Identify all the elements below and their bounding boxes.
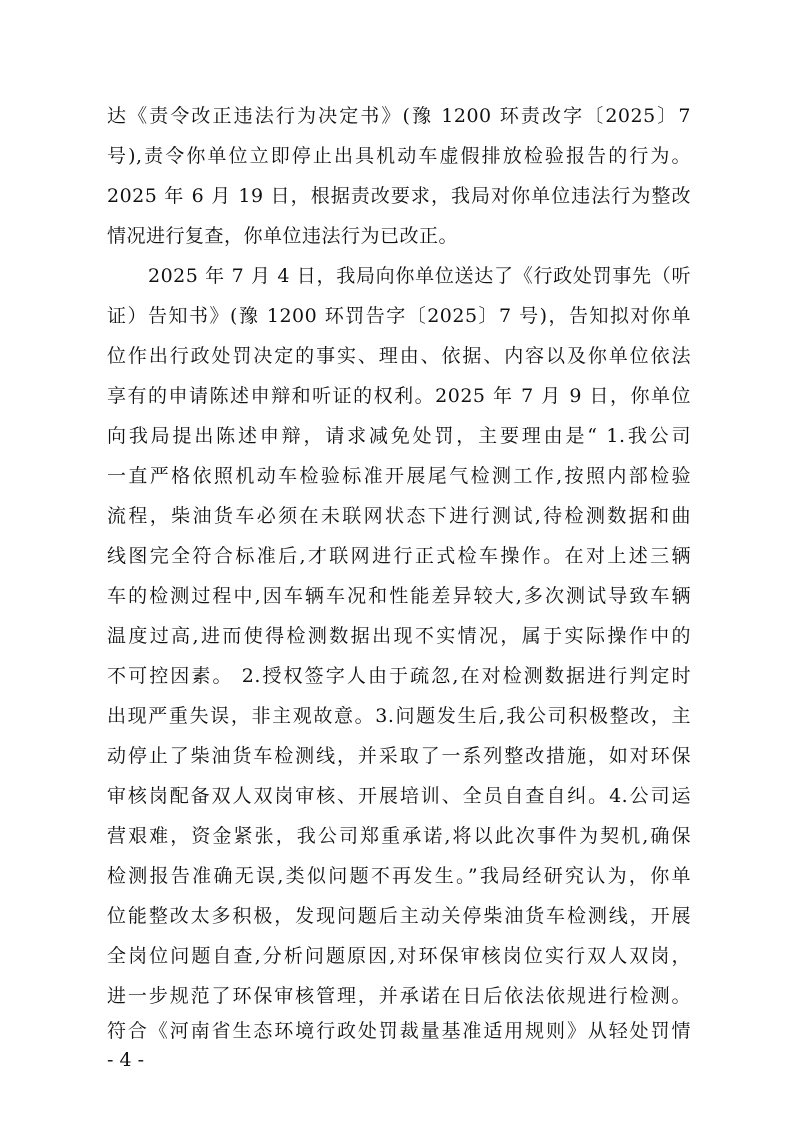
paragraph-first-line: 2025 年 7 月 4 日，我局向你单位送达了《行政处罚事先（听 <box>148 265 691 287</box>
text-line: 线图完全符合标准后,才联网进行正式检车操作。在对上述三辆 <box>107 545 691 567</box>
text-line: 情况进行复查，你单位违法行为已改正。 <box>107 225 459 247</box>
text-line: 符合《河南省生态环境行政处罚裁量基准适用规则》从轻处罚情 <box>107 1020 691 1042</box>
page-number: - 4 - <box>107 1049 145 1071</box>
text-line: 出现严重失误，非主观故意。3.问题发生后,我公司积极整改，主 <box>107 705 691 727</box>
text-line: 车的检测过程中,因车辆车况和性能差异较大,多次测试导致车辆 <box>107 585 691 607</box>
text-line: 营艰难，资金紧张，我公司郑重承诺,将以此次事件为契机,确保 <box>107 825 691 847</box>
text-line: 检测报告准确无误,类似问题不再发生。”我局经研究认为，你单 <box>107 865 691 887</box>
text-line: 温度过高,进而使得检测数据出现不实情况，属于实际操作中的 <box>107 625 691 647</box>
text-line: 2025 年 6 月 19 日，根据责改要求，我局对你单位违法行为整改 <box>107 185 691 207</box>
text-line: 不可控因素。 2.授权签字人由于疏忽,在对检测数据进行判定时 <box>107 665 691 687</box>
text-line: 全岗位问题自查,分析问题原因,对环保审核岗位实行双人双岗， <box>107 945 691 967</box>
text-line: 位作出行政处罚决定的事实、理由、依据、内容以及你单位依法 <box>107 345 691 367</box>
text-line: 一直严格依照机动车检验标准开展尾气检测工作,按照内部检验 <box>107 465 691 487</box>
text-line: 向我局提出陈述申辩，请求减免处罚，主要理由是“ 1.我公司 <box>107 425 691 447</box>
text-line: 位能整改太多积极，发现问题后主动关停柴油货车检测线，开展 <box>107 905 691 927</box>
text-line: 动停止了柴油货车检测线，并采取了一系列整改措施，如对环保 <box>107 745 691 767</box>
text-line: 享有的申请陈述申辩和听证的权利。2025 年 7 月 9 日，你单位 <box>107 385 691 407</box>
text-line: 流程，柴油货车必须在未联网状态下进行测试,待检测数据和曲 <box>107 505 691 527</box>
text-line: 达《责令改正违法行为决定书》(豫 1200 环责改字〔2025〕7 <box>107 105 691 127</box>
text-line: 号),责令你单位立即停止出具机动车虚假排放检验报告的行为。 <box>107 145 691 167</box>
text-line: 进一步规范了环保审核管理，并承诺在日后依法依规进行检测。 <box>107 985 691 1007</box>
text-line: 审核岗配备双人双岗审核、开展培训、全员自查自纠。4.公司运 <box>107 785 691 807</box>
text-line: 证）告知书》(豫 1200 环罚告字〔2025〕7 号)，告知拟对你单 <box>107 305 691 327</box>
